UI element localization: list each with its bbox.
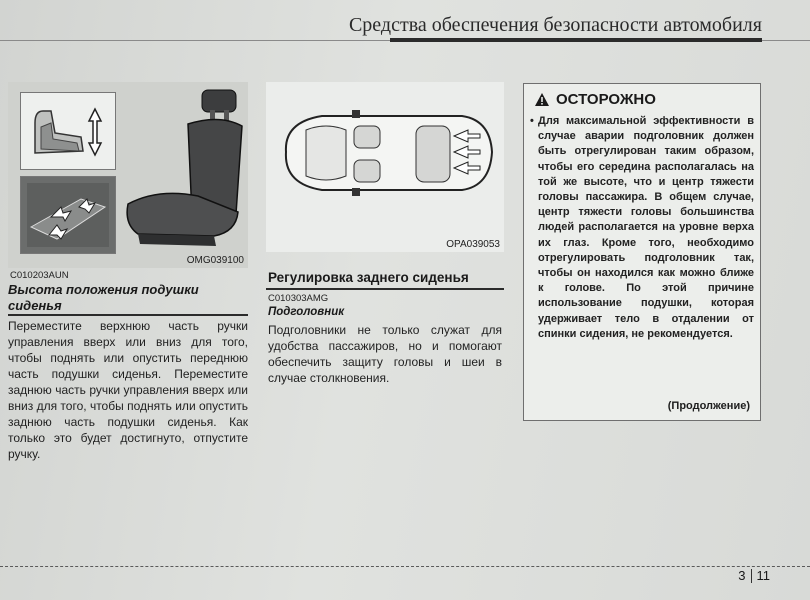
footer-rule	[0, 566, 810, 567]
section-code-left: C010203AUN	[10, 270, 69, 281]
warning-triangle-icon	[534, 92, 550, 107]
warning-title: ОСТОРОЖНО	[556, 91, 656, 108]
section-heading-middle: Регулировка заднего сиденья	[268, 270, 469, 285]
warning-body	[530, 114, 754, 342]
seat-lever-inset	[20, 176, 116, 254]
seat-cushion-figure	[8, 82, 248, 268]
body-text-middle: Подголовники не только служат для удобства пассажиров, но и помогают обеспечить защиту головы и шеи в случае столкновения.	[268, 323, 502, 385]
section-code-middle: C010303AMG	[268, 293, 329, 304]
warning-bullet: •	[530, 115, 534, 127]
subheading-middle: Подголовник	[268, 306, 345, 318]
seat-side-icon	[21, 93, 115, 169]
page-number	[738, 568, 770, 583]
body-text-left: Переместите верхнюю часть ручки управления вверх или вниз для того, чтобы поднять или опустить переднюю часть подушки сиденья. Переместите заднюю часть ручки управления вверх или вниз для того, чтобы поднять или опустить заднюю часть подушки сиденья. Как только это будет достигнуто, отпустите ручку.	[8, 319, 248, 461]
page-number-value: 11	[756, 568, 770, 583]
header-rule	[390, 38, 762, 42]
figure-caption-left: OMG039100	[186, 255, 244, 266]
warning-box	[523, 83, 761, 421]
seat-height-inset	[20, 92, 116, 170]
heading-underline-middle	[266, 288, 504, 290]
section-heading-left: Высота положения подушки сиденья	[8, 282, 199, 313]
warning-header	[534, 91, 656, 108]
page-number-divider	[751, 569, 752, 583]
car-top-view-illustration	[266, 82, 504, 232]
section-number: 3	[738, 568, 746, 583]
page-header-title: Средства обеспечения безопасности автомобиля	[348, 14, 762, 36]
rear-seat-figure	[266, 82, 504, 252]
car-seat-illustration	[118, 84, 246, 254]
heading-underline-left	[8, 314, 248, 316]
continued-label: (Продолжение)	[667, 400, 750, 412]
lever-arrows-icon	[21, 177, 115, 253]
figure-caption-middle: OPA039053	[446, 239, 500, 250]
warning-text: Для максимальной эффективности в случае аварии подголовник должен быть отрегулирован таким образом, чтобы его середина располагалась на той же высоте, что и центр тяжести головы пассажира. В общем случае, центр тяжести головы большинства людей располагается на уровне верха их глаз. Кроме того, необходимо отрегулировать подголовник так, чтобы он находился как можно ближе к голове. По этой причине использование подушки, которая удерживает тело в отдалении от спинки сидения, не рекомендуется.	[538, 115, 754, 340]
